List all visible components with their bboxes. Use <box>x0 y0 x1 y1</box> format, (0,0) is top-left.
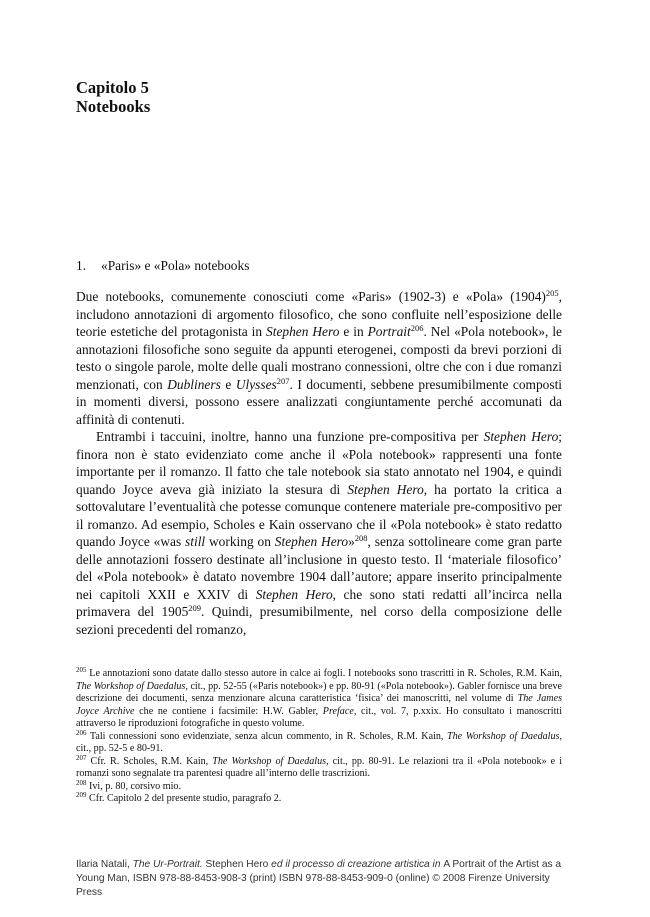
italic-text: still <box>185 534 206 549</box>
footnotes <box>76 668 562 806</box>
chapter-title: Notebooks <box>76 97 151 116</box>
italic-text: Stephen Hero <box>274 534 349 549</box>
section-number: 1. <box>76 258 87 273</box>
text-run: Entrambi i taccuini, inoltre, hanno una funzione pre-compositiva per <box>96 429 484 444</box>
italic-text: Preface <box>322 705 354 717</box>
text-run: e in <box>339 324 368 339</box>
footnote-209 <box>76 793 562 806</box>
italic-text: The Ur-Portrait. <box>132 859 203 870</box>
italic-text: The Workshop of Daedalus <box>76 680 186 692</box>
italic-text: Stephen Hero <box>255 586 333 602</box>
section-heading <box>76 257 249 274</box>
section-title: «Paris» e «Pola» notebooks <box>101 258 250 273</box>
text-run: , senza sottolineare come gran parte delle annotazioni fossero destinate all’inclusione in questo testo. Il ‘materiale filosofico’ del «Pola notebook» è datato novembre 1904 dall’autore; appare inserito principalmente nei capitoli XXII e XXIV di <box>76 534 562 602</box>
paragraph <box>76 428 562 638</box>
text-run: ; finora non è stato evidenziato come anche il «Pola notebook» rappresenti una fonte importante per il romanzo. Il fatto che tale notebook sia stato annotato nel 1904, e quindi quando Joyce aveva già iniziato la stesura di <box>76 429 562 497</box>
body-text <box>76 288 562 638</box>
text-run: e <box>220 376 236 392</box>
italic-text: Dubliners <box>167 376 221 392</box>
footnote-ref: 208 <box>354 533 368 543</box>
italic-text: The Workshop of Daedalus <box>212 755 327 767</box>
footnote-ref: 206 <box>410 323 424 333</box>
text-run: che ne contiene i facsimile: H.W. Gabler, <box>134 705 323 717</box>
text-run: , cit., pp. 52-55 («Paris notebook») e pp. 80-91 («Pola notebook»). Gabler fornisce una breve descrizione dei documenti, senza menzionare alcuna caratteristica ‘fisica’ dei manoscritti, nel volume di <box>76 680 562 704</box>
text-run: Le annotazioni sono datate dallo stesso autore in calce ai fogli. I notebooks sono trascritti in R. Scholes, R.M. Kain, <box>86 668 562 679</box>
italic-text: Stephen Hero <box>347 481 424 497</box>
text-run: Tali connessioni sono evidenziate, senza alcun commento, in R. Scholes, R.M. Kain, <box>86 730 448 742</box>
text-run: , includono annotazioni di argomento filosofico, che sono confluite nell’esposizione delle teorie estetiche del protagonista in <box>76 289 562 339</box>
italic-text: Ulysses <box>235 376 277 392</box>
italic-text: Portrait <box>367 324 411 339</box>
text-run: , che sono stati redatti all’incirca nella primavera del 1905 <box>76 586 563 619</box>
footnote-ref: 209 <box>188 603 202 613</box>
text-run: Cfr. R. Scholes, R.M. Kain, <box>86 755 213 767</box>
text-run: Ivi, p. 80, corsivo mio. <box>86 780 181 792</box>
text-run: . Nel «Pola notebook», le annotazioni filosofiche sono seguite da appunti eterogenei, composti da brevi porzioni di testo o singole parole, molte delle quali mostrano connessioni, oltre che con i due romanzi menzionati, con <box>76 324 563 392</box>
text-run: Due notebooks, comunemente conosciuti come «Paris» (1902-3) e «Pola» (1904) <box>76 289 546 304</box>
italic-text: The James Joyce Archive <box>76 693 563 717</box>
text-run: Ilaria Natali, <box>76 859 133 870</box>
publication-credit <box>76 858 576 900</box>
italic-text: Stephen Hero <box>483 429 559 444</box>
chapter-label: Capitolo 5 <box>76 78 149 97</box>
text-run: Stephen Hero <box>202 859 269 870</box>
italic-text: Stephen Hero <box>266 324 340 339</box>
footnote-ref: 205 <box>545 288 559 298</box>
text-run: . I documenti, sebbene presumibilmente composti in momenti diversi, possono essere analizzati congiuntamente perché accomunati da affinità di contenuti. <box>76 376 563 427</box>
chapter-heading <box>76 78 150 116</box>
italic-text: The Workshop of Daedalus <box>447 730 560 742</box>
footnote-ref: 208 <box>76 778 87 787</box>
paragraph <box>76 288 562 428</box>
text-run: , ha portato la critica a sottovalutare l’eventualità che potesse comunque contenere materiale pre-compositivo per il romanzo. Ad esempio, Scholes e Kain osservano che il «Pola notebook» è stato redatto quando Joyce «was <box>76 481 562 549</box>
footnote-ref: 205 <box>76 666 87 674</box>
text-run: , cit., pp. 80-91. Le relazioni tra il «Pola notebook» e i romanzi sono segnalate tra parentesi quadre all’interno delle trascrizioni. <box>76 755 563 779</box>
text-run: » <box>348 534 355 549</box>
footnote-208 <box>76 778 562 794</box>
text-run: . Quindi, presumibilmente, nel corso della composizione delle sezioni precedenti del romanzo, <box>76 604 562 637</box>
footnote-207 <box>76 753 563 781</box>
footnote-205 <box>76 668 562 731</box>
italic-text: ed il processo di creazione artistica in <box>268 859 444 870</box>
footnote-ref: 206 <box>76 728 87 737</box>
text-run: , cit., pp. 52-5 e 80-91. <box>76 730 562 754</box>
text-run: working on <box>205 534 275 549</box>
text-run: , cit., vol. 7, p.xxix. Ho consultato i manoscritti attraverso le riproduzioni fotografiche in questo volume. <box>76 705 563 729</box>
text-run: A Portrait of the Artist as a Young Man, ISBN 978-88-8453-908-3 (print) ISBN 978-88-8453-909-0 (online) © 2008 Firenze University Press <box>76 859 562 898</box>
footnote-ref: 207 <box>276 375 290 386</box>
footnote-206 <box>76 728 562 756</box>
text-run: Cfr. Capitolo 2 del presente studio, paragrafo 2. <box>86 793 282 804</box>
footnote-ref: 209 <box>76 791 87 799</box>
footnote-ref: 207 <box>76 753 87 762</box>
